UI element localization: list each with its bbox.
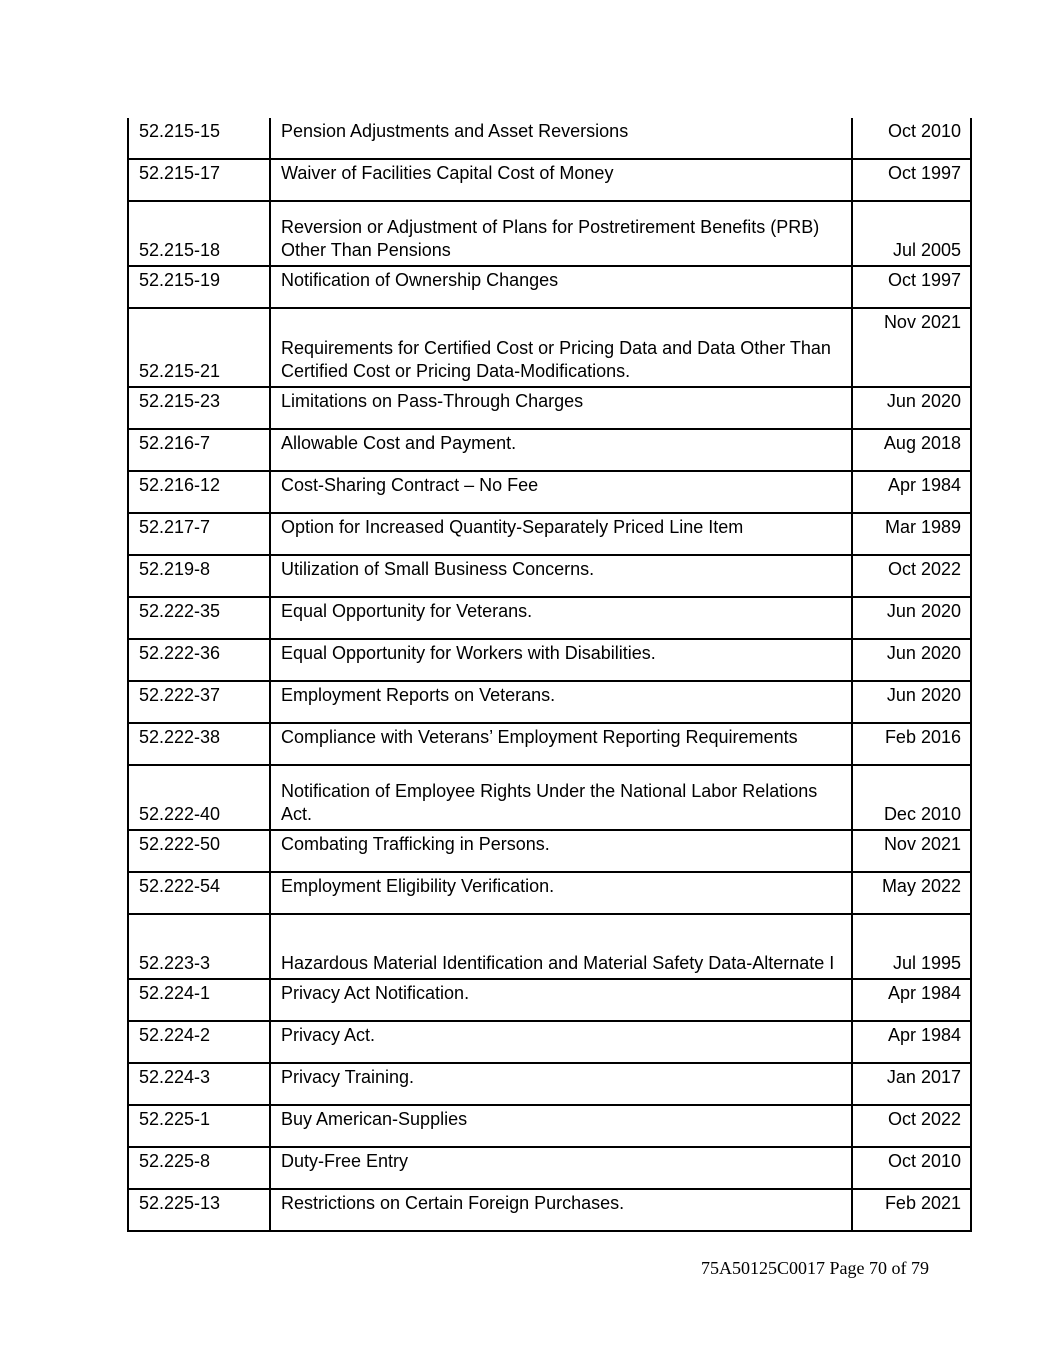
clause-number: 52.222-36 [128,639,270,681]
clause-number: 52.222-50 [128,830,270,872]
table-row [128,914,971,979]
clause-number: 52.215-23 [128,387,270,429]
clauses-table [127,118,972,1232]
clause-date: Jun 2020 [852,681,971,723]
clause-title: Compliance with Veterans’ Employment Reporting Requirements [270,723,852,765]
clause-date: Apr 1984 [852,979,971,1021]
clause-date: Oct 2010 [852,1147,971,1189]
table-row [128,1063,971,1105]
clause-date: Oct 1997 [852,159,971,201]
clause-title: Notification of Ownership Changes [270,266,852,308]
clause-number: 52.216-12 [128,471,270,513]
table-row [128,872,971,914]
clause-date: Oct 2022 [852,1105,971,1147]
clause-title: Requirements for Certified Cost or Pricing Data and Data Other Than Certified Cost or Pricing Data-Modifications. [270,308,852,387]
table-row [128,429,971,471]
clause-title: Limitations on Pass-Through Charges [270,387,852,429]
clause-title: Privacy Act. [270,1021,852,1063]
clause-number: 52.217-7 [128,513,270,555]
clause-date: Jul 2005 [852,201,971,266]
table-row [128,471,971,513]
clause-number: 52.222-40 [128,765,270,830]
table-row [128,159,971,201]
table-row [128,1021,971,1063]
clause-number: 52.215-18 [128,201,270,266]
clause-number: 52.224-2 [128,1021,270,1063]
clause-date: May 2022 [852,872,971,914]
clause-date: Apr 1984 [852,1021,971,1063]
table-row [128,308,971,387]
clause-title: Allowable Cost and Payment. [270,429,852,471]
clause-date: Oct 2010 [852,118,971,159]
clause-date: Jun 2020 [852,597,971,639]
clause-title: Equal Opportunity for Workers with Disabilities. [270,639,852,681]
clause-number: 52.222-37 [128,681,270,723]
clause-number: 52.224-1 [128,979,270,1021]
clause-date: Nov 2021 [852,830,971,872]
table-row [128,723,971,765]
table-row [128,555,971,597]
clause-date: Jan 2017 [852,1063,971,1105]
clause-title: Notification of Employee Rights Under the National Labor Relations Act. [270,765,852,830]
table-row [128,513,971,555]
clause-number: 52.215-15 [128,118,270,159]
clause-number: 52.216-7 [128,429,270,471]
clause-title: Privacy Act Notification. [270,979,852,1021]
clause-number: 52.225-8 [128,1147,270,1189]
table-row [128,118,971,159]
table-row [128,1105,971,1147]
clause-number: 52.222-54 [128,872,270,914]
clause-title: Utilization of Small Business Concerns. [270,555,852,597]
clause-date: Dec 2010 [852,765,971,830]
clause-title: Pension Adjustments and Asset Reversions [270,118,852,159]
clause-date: Feb 2021 [852,1189,971,1231]
page-footer: 75A50125C0017 Page 70 of 79 [701,1258,929,1278]
clause-title: Waiver of Facilities Capital Cost of Money [270,159,852,201]
clause-title: Restrictions on Certain Foreign Purchases. [270,1189,852,1231]
table-row [128,266,971,308]
clause-title: Duty-Free Entry [270,1147,852,1189]
clause-title: Employment Eligibility Verification. [270,872,852,914]
clause-title: Reversion or Adjustment of Plans for Postretirement Benefits (PRB) Other Than Pensions [270,201,852,266]
table-row [128,681,971,723]
clause-date: Nov 2021 [852,308,971,387]
clause-number: 52.222-38 [128,723,270,765]
clause-title: Option for Increased Quantity-Separately Priced Line Item [270,513,852,555]
clause-number: 52.223-3 [128,914,270,979]
table-row [128,201,971,266]
clause-number: 52.215-17 [128,159,270,201]
clause-date: Mar 1989 [852,513,971,555]
table-row [128,597,971,639]
table-row [128,979,971,1021]
clause-number: 52.224-3 [128,1063,270,1105]
table-row [128,639,971,681]
clause-date: Oct 2022 [852,555,971,597]
clause-title: Privacy Training. [270,1063,852,1105]
table-row [128,1147,971,1189]
clause-title: Equal Opportunity for Veterans. [270,597,852,639]
clause-title: Employment Reports on Veterans. [270,681,852,723]
table-row [128,387,971,429]
clause-title: Hazardous Material Identification and Material Safety Data-Alternate I [270,914,852,979]
clause-number: 52.225-1 [128,1105,270,1147]
clause-date: Jun 2020 [852,387,971,429]
clause-number: 52.215-19 [128,266,270,308]
clause-number: 52.215-21 [128,308,270,387]
clause-date: Apr 1984 [852,471,971,513]
clause-date: Jul 1995 [852,914,971,979]
table-row [128,830,971,872]
clause-date: Aug 2018 [852,429,971,471]
table-row [128,1189,971,1231]
clause-title: Cost-Sharing Contract – No Fee [270,471,852,513]
clause-title: Combating Trafficking in Persons. [270,830,852,872]
clause-date: Oct 1997 [852,266,971,308]
clause-date: Feb 2016 [852,723,971,765]
clause-number: 52.219-8 [128,555,270,597]
table-row [128,765,971,830]
clause-number: 52.225-13 [128,1189,270,1231]
clause-date: Jun 2020 [852,639,971,681]
clause-title: Buy American-Supplies [270,1105,852,1147]
clause-number: 52.222-35 [128,597,270,639]
